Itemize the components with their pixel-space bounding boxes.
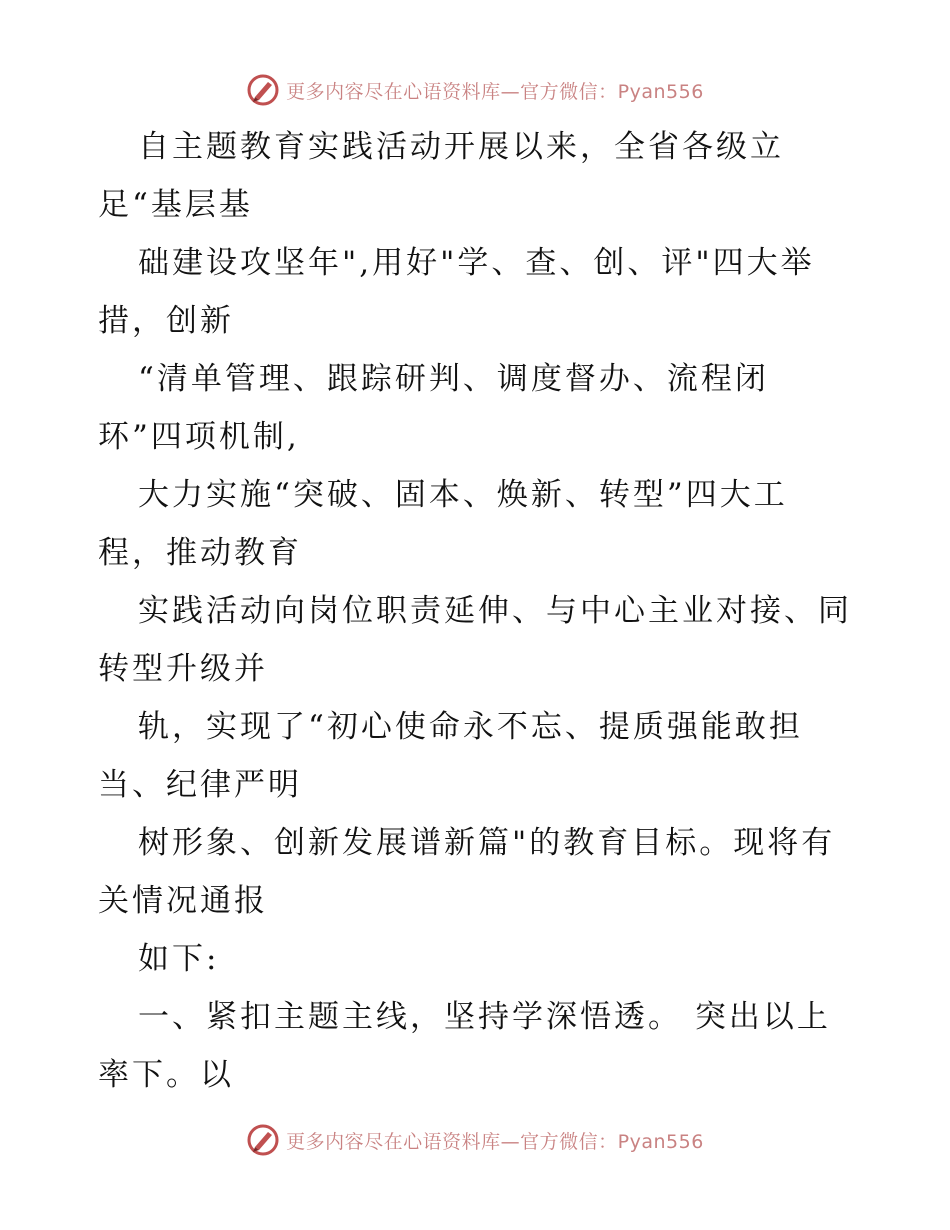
paragraph-line: 环”四项机制,	[98, 419, 300, 455]
paragraph-line: 率下。以	[98, 1057, 234, 1093]
paragraph-line: 树形象、创新发展谱新篇"的教育目标。现将有	[138, 825, 836, 861]
paragraph-line: 关情况通报	[98, 883, 268, 919]
paragraph-line: 大力实施“突破、固本、焕新、转型”四大工	[138, 477, 788, 513]
pen-logo-icon	[246, 1123, 280, 1157]
document-body	[98, 118, 858, 1104]
paragraph-line: 如下:	[138, 941, 220, 977]
paragraph-line: 实践活动向岗位职责延伸、与中心主业对接、同	[138, 593, 852, 629]
header-watermark-banner	[0, 70, 950, 110]
paragraph-line: 自主题教育实践活动开展以来，全省各级立	[138, 129, 784, 165]
paragraph-line: 足“基层基	[98, 187, 253, 223]
paragraph-line: 当、纪律严明	[98, 767, 302, 803]
paragraph-line: 一、紧扣主题主线，坚持学深悟透。 突出以上	[138, 999, 831, 1035]
header-watermark-text: 更多内容尽在心语资料库—官方微信：Pyan556	[286, 80, 704, 103]
paragraph-line: 转型升级并	[98, 651, 268, 687]
footer-watermark-text: 更多内容尽在心语资料库—官方微信：Pyan556	[286, 1130, 704, 1153]
paragraph-line: “清单管理、跟踪研判、调度督办、流程闭	[138, 361, 769, 397]
paragraph-line: 轨，实现了“初心使命永不忘、提质强能敢担	[138, 709, 803, 745]
paragraph-line: 程，推动教育	[98, 535, 302, 571]
footer-watermark-banner	[0, 1120, 950, 1160]
pen-logo-icon	[246, 73, 280, 107]
paragraph-line: 础建设攻坚年",用好"学、查、创、评"四大举	[138, 245, 815, 281]
paragraph-line: 措，创新	[98, 303, 234, 339]
